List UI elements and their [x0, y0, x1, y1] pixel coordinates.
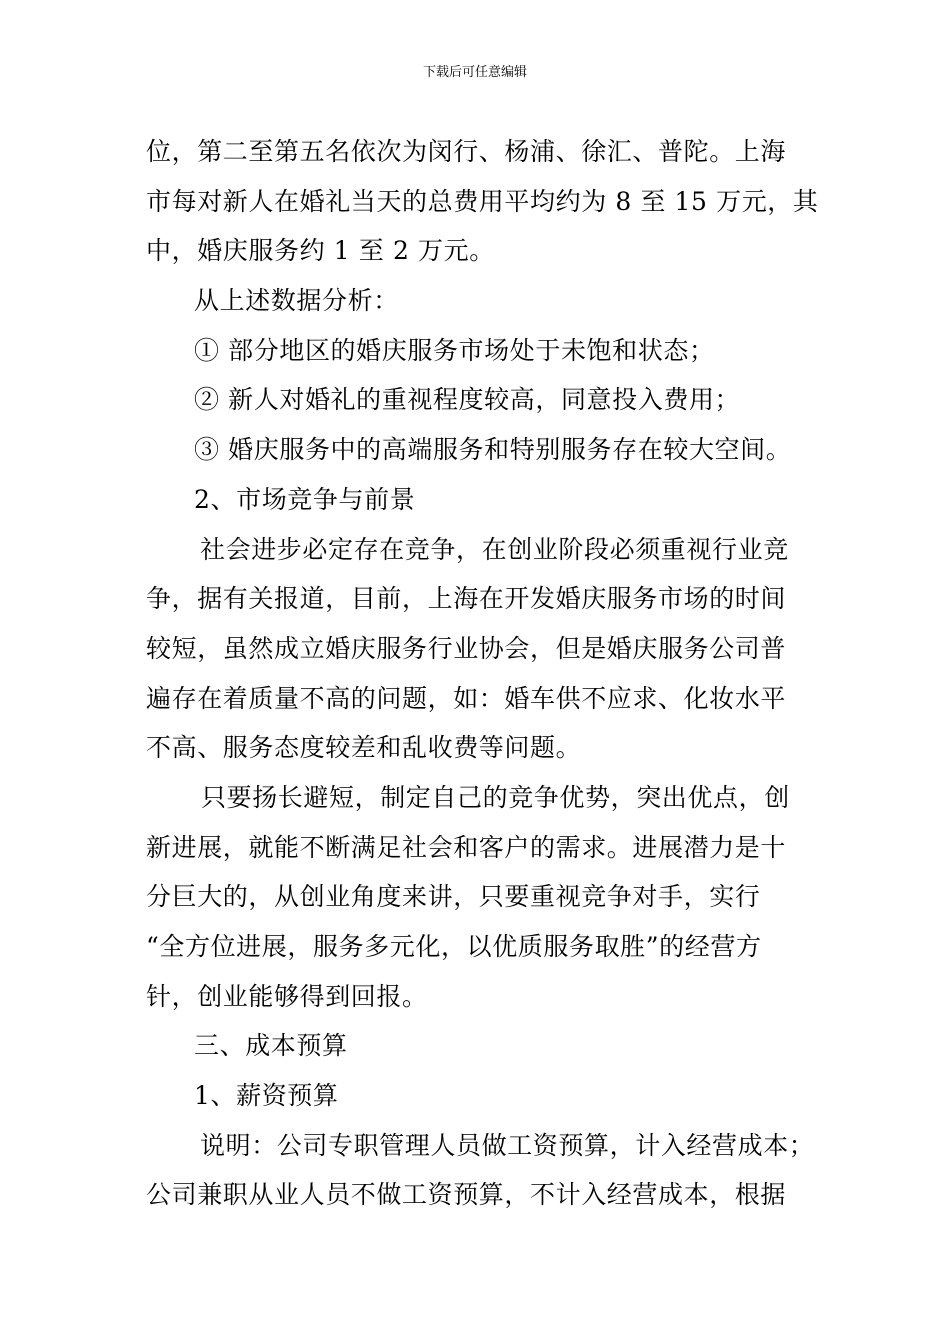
paragraph-line: 遍存在着质量不高的问题，如：婚车供不应求、化妆水平	[146, 683, 787, 713]
paragraph-line: 只要扬长避短，制定自己的竞争优势，突出优点，创	[201, 782, 790, 812]
list-item: ② 新人对婚礼的重视程度较高，同意投入费用；	[194, 385, 741, 415]
paragraph-line: 说明：公司专职管理人员做工资预算，计入经营成本；	[200, 1130, 815, 1160]
paragraph-line: 争，据有关报道，目前，上海在开发婚庆服务市场的时间	[146, 584, 787, 614]
paragraph-line: 较短，虽然成立婚庆服务行业协会，但是婚庆服务公司普	[146, 633, 787, 663]
paragraph-line: 位，第二至第五名依次为闵行、杨浦、徐汇、普陀。上海	[146, 137, 787, 166]
paragraph-line: “全方位进展，服务多元化，以优质服务取胜”的经营方	[146, 932, 762, 961]
paragraph-line: 公司兼职从业人员不做工资预算，不计入经营成本，根据	[146, 1180, 787, 1210]
section-heading: 2、市场竞争与前景	[194, 484, 416, 514]
section-heading: 1、薪资预算	[194, 1081, 339, 1111]
paragraph-line: 针，创业能够得到回报。	[146, 981, 428, 1011]
paragraph-line: 从上述数据分析：	[194, 286, 399, 316]
list-item: ③ 婚庆服务中的高端服务和特别服务存在较大空间。	[194, 435, 792, 465]
page-header: 下载后可任意编辑	[422, 65, 527, 80]
document-body	[146, 127, 819, 1220]
paragraph-line: 新进展，就能不断满足社会和客户的需求。进展潜力是十	[146, 832, 787, 862]
paragraph-line: 不高、服务态度较差和乱收费等问题。	[146, 733, 582, 763]
paragraph-line: 市每对新人在婚礼当天的总费用平均约为 8 至 15 万元，其	[146, 186, 819, 216]
section-heading: 三、成本预算	[194, 1031, 348, 1061]
paragraph-line: 中，婚庆服务约 1 至 2 万元。	[146, 236, 495, 266]
paragraph-line: 社会进步必定存在竞争，在创业阶段必须重视行业竞	[200, 534, 789, 564]
list-item: ① 部分地区的婚庆服务市场处于未饱和状态；	[194, 335, 715, 365]
paragraph-line: 分巨大的，从创业角度来讲，只要重视竞争对手，实行	[146, 882, 761, 912]
